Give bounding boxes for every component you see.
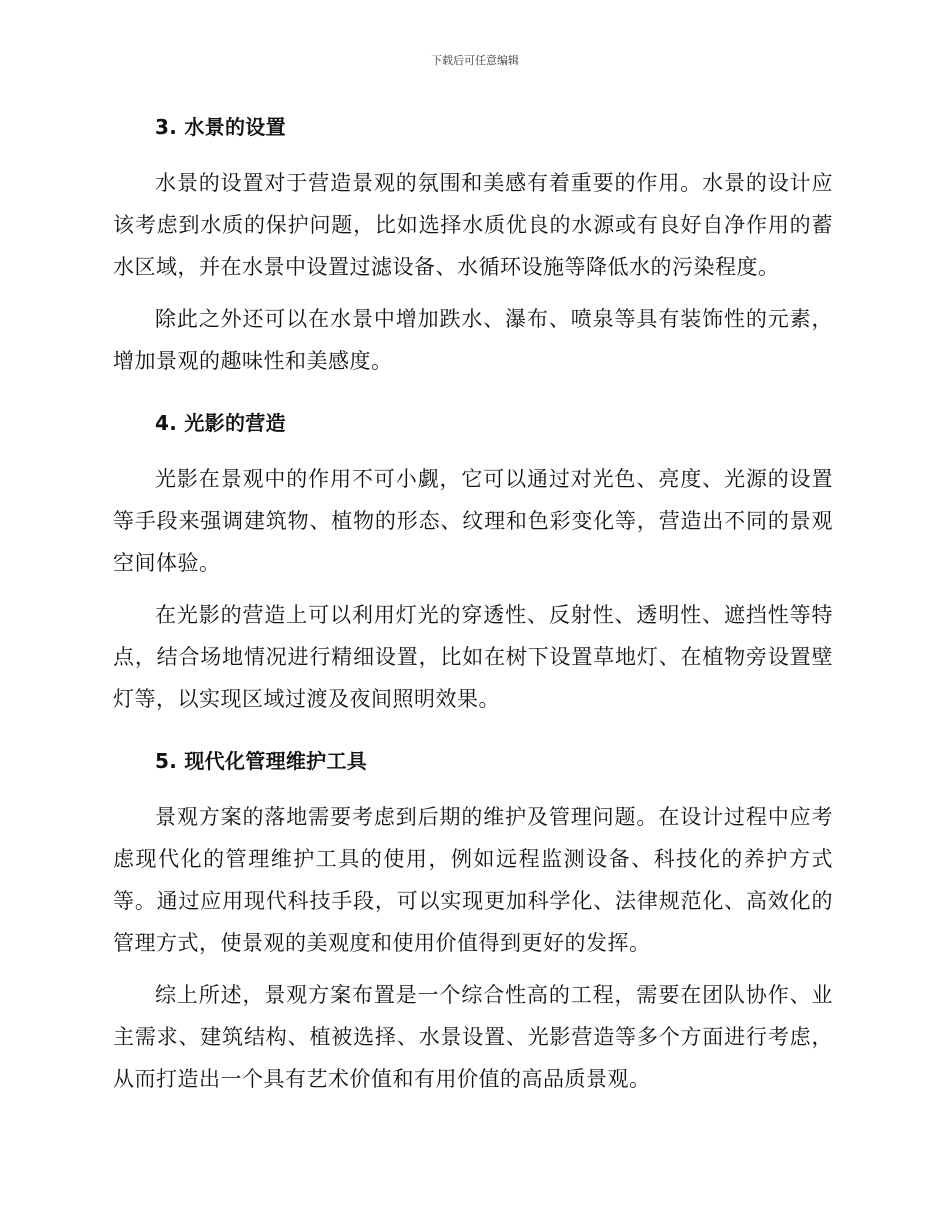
paragraph: 水景的设置对于营造景观的氛围和美感有着重要的作用。水景的设计应该考虑到水质的保护问题，比如选择水质优良的水源或有良好自净作用的蓄水区域，并在水景中设置过滤设备、水循环设施等降低水的污染程度。 — [113, 171, 833, 279]
section-maintenance-tools — [113, 740, 833, 1100]
paragraph: 景观方案的落地需要考虑到后期的维护及管理问题。在设计过程中应考虑现代化的管理维护工具的使用，例如远程监测设备、科技化的养护方式等。通过应用现代科技手段，可以实现更加科学化、法律规范化、高效化的管理方式，使景观的美观度和使用价值得到更好的发挥。 — [113, 805, 833, 955]
page-header: 下载后可任意编辑 — [431, 54, 519, 67]
paragraph: 综上所述，景观方案布置是一个综合性高的工程，需要在团队协作、业主需求、建筑结构、植被选择、水景设置、光影营造等多个方面进行考虑，从而打造出一个具有艺术价值和有用价值的高品质景观。 — [113, 983, 833, 1091]
section-heading: 5. 现代化管理维护工具 — [155, 749, 368, 773]
paragraph: 光影在景观中的作用不可小觑，它可以通过对光色、亮度、光源的设置等手段来强调建筑物、植物的形态、纹理和色彩变化等，营造出不同的景观空间体验。 — [113, 467, 833, 575]
section-heading: 3. 水景的设置 — [155, 115, 286, 139]
section-light-shadow — [113, 402, 833, 720]
paragraph: 在光影的营造上可以利用灯光的穿透性、反射性、透明性、遮挡性等特点，结合场地情况进行精细设置，比如在树下设置草地灯、在植物旁设置壁灯等，以实现区域过渡及夜间照明效果。 — [113, 603, 833, 711]
section-heading: 4. 光影的营造 — [155, 411, 286, 435]
paragraph: 除此之外还可以在水景中增加跌水、瀑布、喷泉等具有装饰性的元素，增加景观的趣味性和美感度。 — [113, 307, 833, 373]
document-body — [113, 106, 833, 1110]
section-water-features — [113, 106, 833, 382]
